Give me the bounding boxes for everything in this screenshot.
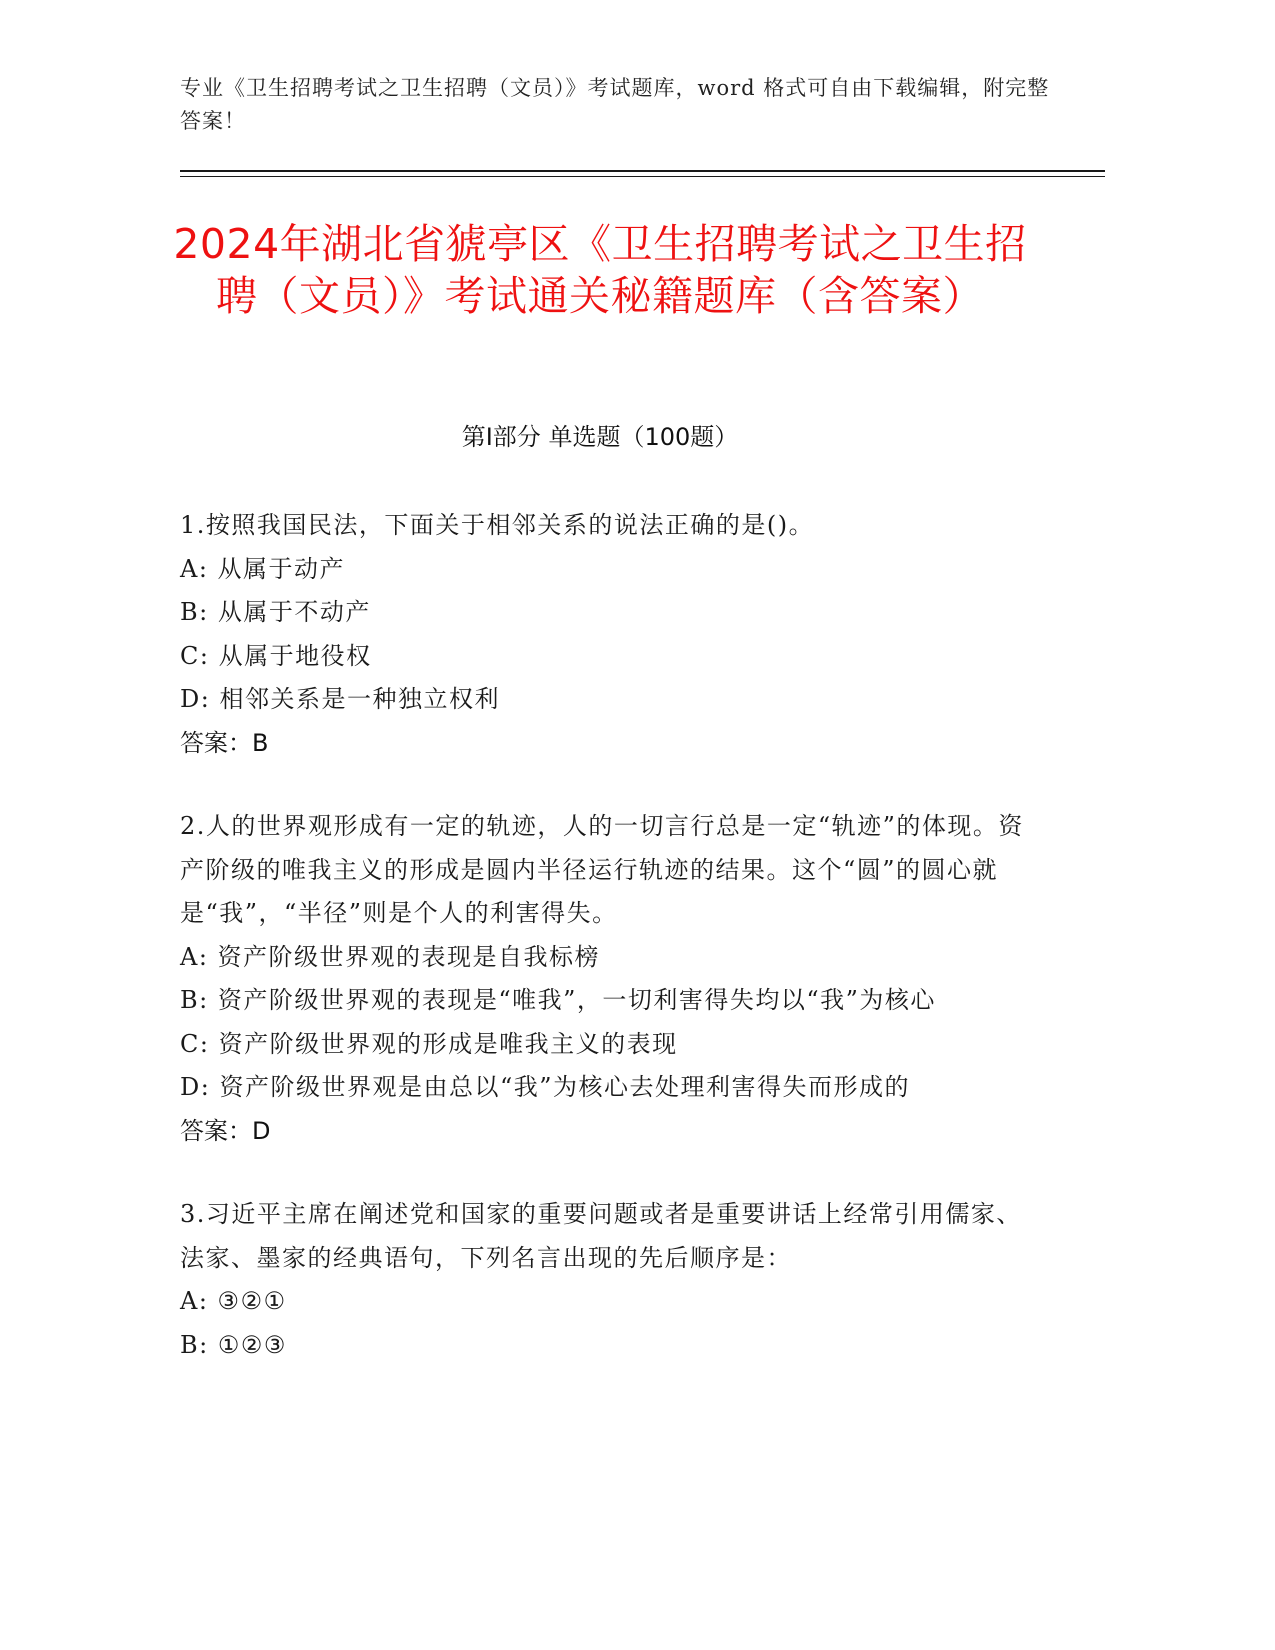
question-3 [180,1193,1030,1367]
question-list [180,504,1030,1407]
option-b: B: ①②③ [180,1330,287,1359]
option-b: B: 从属于不动产 [180,598,371,626]
option-d: D: 资产阶级世界观是由总以“我”为核心去处理利害得失而形成的 [180,1073,910,1101]
question-text: 1.按照我国民法，下面关于相邻关系的说法正确的是()。 [180,511,815,539]
header-note: 专业《卫生招聘考试之卫生招聘（文员）》考试题库，word 格式可自由下载编辑，附完整答案！ [180,76,1050,133]
question-text: 3.习近平主席在阐述党和国家的重要问题或者是重要讲话上经常引用儒家、法家、墨家的经典语句，下列名言出现的先后顺序是： [180,1200,1022,1272]
answer: 答案：D [180,1116,271,1145]
answer: 答案：B [180,728,269,757]
section-title: 第Ⅰ部分 单选题（100题） [461,423,739,451]
option-a: A: ③②① [180,1287,287,1315]
header-divider-thin [180,176,1105,177]
option-a: A: 从属于动产 [180,554,346,583]
question-2 [180,805,1030,1153]
question-1 [180,504,1030,765]
header-divider [180,170,1105,172]
option-a: A: 资产阶级世界观的表现是自我标榜 [180,942,601,971]
option-c: C: 从属于地役权 [180,641,372,670]
document-title: 2024年湖北省猇亭区《卫生招聘考试之卫生招聘（文员）》考试通关秘籍题库（含答案） [173,220,1027,320]
option-c: C: 资产阶级世界观的形成是唯我主义的表现 [180,1029,678,1058]
question-text: 2.人的世界观形成有一定的轨迹，人的一切言行总是一定“轨迹”的体现。资产阶级的唯我主义的形成是圆内半径运行轨迹的结果。这个“圆”的圆心就是“我”，“半径”则是个人的利害得失。 [180,812,1024,927]
option-d: D: 相邻关系是一种独立权利 [180,685,500,713]
option-b: B: 资产阶级世界观的表现是“唯我”，一切利害得失均以“我”为核心 [180,986,936,1014]
